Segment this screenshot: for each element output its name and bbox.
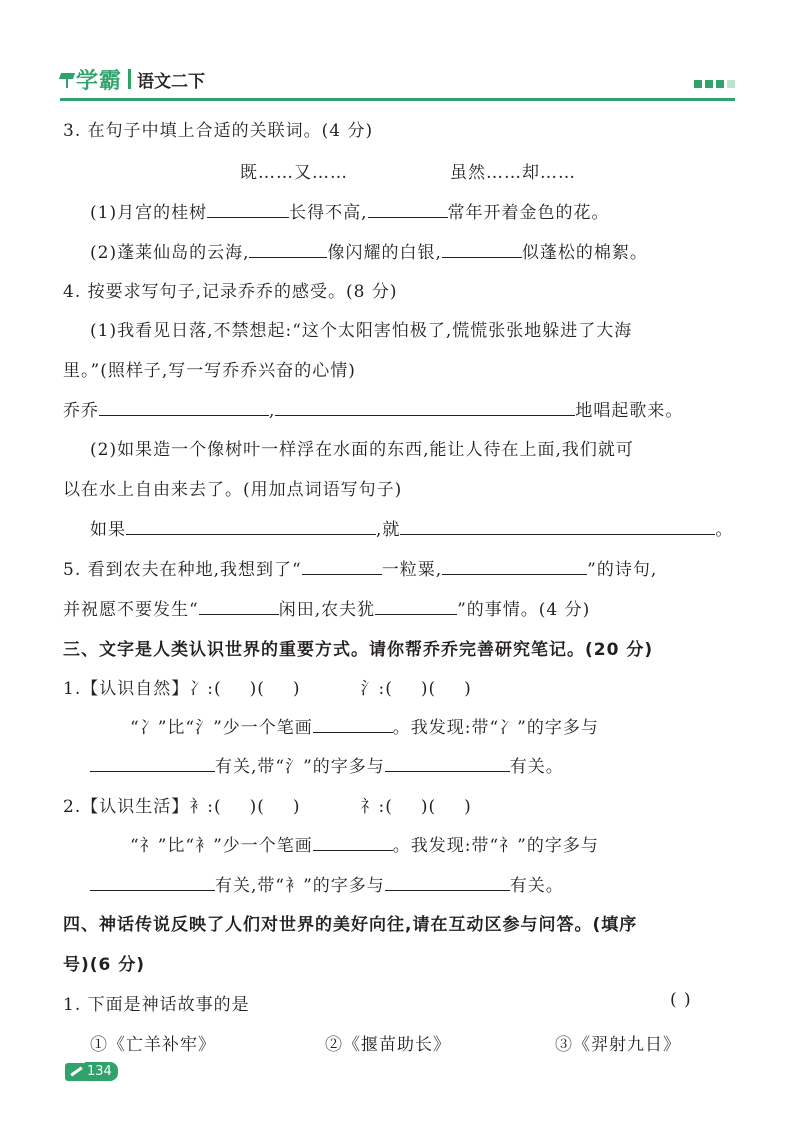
q5-line2: 并祝愿不要发生“ 闲田,农夫犹 ”的事情。(4 分) <box>63 595 590 620</box>
q3-option-1: 既……又…… <box>240 163 348 183</box>
blank[interactable] <box>275 397 575 416</box>
blank[interactable] <box>90 872 215 891</box>
blank[interactable] <box>313 714 393 733</box>
section-4-title-line2: 号)(6 分) <box>63 955 146 975</box>
brand-logo <box>60 64 205 94</box>
blank[interactable] <box>400 516 715 535</box>
q5-line1: 5. 看到农夫在种地,我想到了“ 一粒粟, ”的诗句, <box>63 555 657 580</box>
pencil-icon <box>65 1063 87 1081</box>
blank[interactable] <box>375 596 457 615</box>
q3-sentence-2: (2)蓬莱仙岛的云海, 像闪耀的白银, 似蓬松的棉絮。 <box>90 238 648 263</box>
q3-title: 3. 在句子中填上合适的关联词。(4 分) <box>63 121 374 141</box>
q4-p2-line2: 以在水上自由来去了。(用加点词语写句子) <box>63 480 403 500</box>
subject-title: 语文二下 <box>137 71 206 92</box>
blank[interactable] <box>126 516 376 535</box>
q3-sentence-1: (1)月宫的桂树 长得不高, 常年开着金色的花。 <box>90 198 610 223</box>
blank[interactable] <box>302 556 382 575</box>
blank[interactable] <box>313 832 393 851</box>
header-divider <box>128 69 131 89</box>
sec3-item-1-text-a: “冫”比“氵”少一个笔画 。我发现:带“冫”的字多与 <box>130 713 599 738</box>
blank[interactable] <box>199 596 279 615</box>
header-decoration <box>694 80 735 88</box>
section-4-title-line1: 四、神话传说反映了人们对世界的美好向往,请在互动区参与问答。(填序 <box>63 915 638 935</box>
q4-p2-line1: (2)如果造一个像树叶一样浮在水面的东西,能让人待在上面,我们就可 <box>90 440 634 460</box>
blank[interactable] <box>207 199 289 218</box>
q4-p1-line2: 里。”(照样子,写一写乔乔兴奋的心情) <box>63 361 356 381</box>
sec3-item-1-text-b: 有关,带“氵”的字多与 有关。 <box>90 752 564 777</box>
header-rule <box>60 98 735 101</box>
option-1: ①《亡羊补牢》 <box>90 1035 216 1055</box>
q4-p1-line1: (1)我看见日落,不禁想起:“这个太阳害怕极了,慌慌张张地躲进了大海 <box>90 321 633 341</box>
q4-p1-fill: 乔乔 , 地唱起歌来。 <box>63 396 683 421</box>
sec3-item-2-text-a: “礻”比“衤”少一个笔画 。我发现:带“礻”的字多与 <box>130 831 599 856</box>
sec4-question-1: 1. 下面是神话故事的是 <box>63 995 250 1015</box>
sec3-item-1: 1.【认识自然】冫:( )( ) 氵:( )( ) <box>63 679 472 699</box>
blank[interactable] <box>99 397 269 416</box>
answer-paren[interactable]: ( ) <box>670 990 692 1010</box>
blank[interactable] <box>249 239 327 258</box>
option-2: ②《揠苗助长》 <box>325 1035 451 1055</box>
option-3: ③《羿射九日》 <box>555 1035 681 1055</box>
blank[interactable] <box>90 753 215 772</box>
blank[interactable] <box>385 872 510 891</box>
blank[interactable] <box>368 199 448 218</box>
page-footer <box>65 1062 118 1081</box>
page-number: 134 <box>85 1062 118 1081</box>
graduation-cap-icon <box>60 70 74 88</box>
blank[interactable] <box>442 556 587 575</box>
blank[interactable] <box>385 753 510 772</box>
sec3-item-2-text-b: 有关,带“衤”的字多与 有关。 <box>90 871 564 896</box>
brand-name: 学霸 <box>76 68 123 94</box>
q4-title: 4. 按要求写句子,记录乔乔的感受。(8 分) <box>63 282 398 302</box>
q4-p2-fill: 如果 ,就 。 <box>90 515 733 540</box>
blank[interactable] <box>442 239 522 258</box>
q3-option-2: 虽然……却…… <box>450 163 576 183</box>
page-header <box>60 60 735 100</box>
sec3-item-2: 2.【认识生活】衤:( )( ) 礻:( )( ) <box>63 797 472 817</box>
section-3-title: 三、文字是人类认识世界的重要方式。请你帮乔乔完善研究笔记。(20 分) <box>63 640 654 660</box>
